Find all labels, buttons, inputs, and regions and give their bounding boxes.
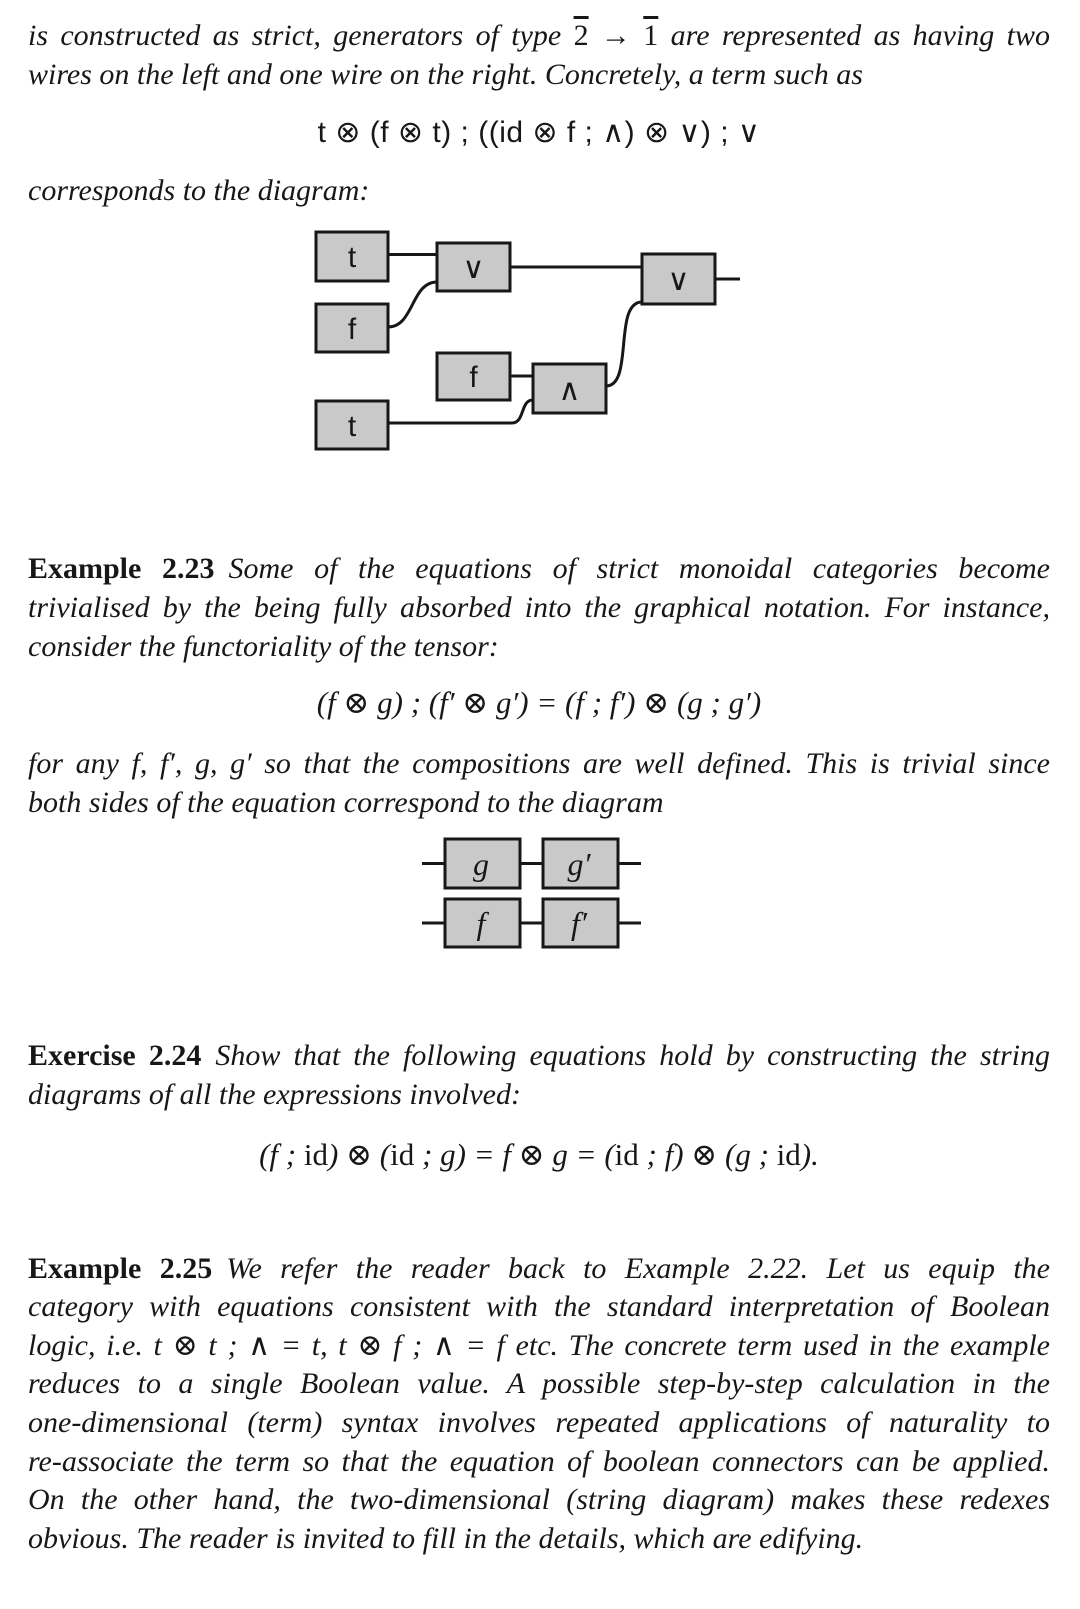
example-2-25-line-6: re-associate the term so that the equation of boolean connectors can be applied. — [28, 1445, 1050, 1478]
exercise-formula-part-4: ; f) ⊗ (g ; — [638, 1137, 777, 1172]
wire-and-to-or2 — [606, 302, 642, 386]
term-formula: t ⊗ (f ⊗ t) ; ((id ⊗ f ; ∧) ⊗ ∨) ; ∨ — [317, 116, 761, 149]
label-f2: f — [469, 361, 478, 394]
exercise-2-24-line-1 — [28, 1036, 1050, 1075]
example-2-23-line-3: consider the functoriality of the tensor: — [28, 630, 499, 663]
example-2-23-line-1-text: Some of the equations of strict monoidal categories become — [228, 552, 1050, 585]
arrow-symbol: → — [588, 19, 644, 52]
for-any-line-1: for any f, f′, g, g′ so that the compositions are well defined. This is trivial since — [28, 747, 1050, 780]
term-string-diagram — [300, 225, 760, 460]
label-t2: t — [347, 410, 357, 443]
label-f1: f — [347, 313, 357, 346]
corresponds-line: corresponds to the diagram: — [28, 174, 370, 207]
example-2-25-line-1-text: We refer the reader back to Example 2.22. Let us equip the — [226, 1252, 1050, 1285]
exercise-2-24-label: Exercise 2.24 — [28, 1039, 202, 1072]
intro-line-1-prefix: is constructed as strict, generators of type — [28, 19, 574, 52]
example-2-23-label: Example 2.23 — [28, 552, 215, 585]
example-2-25-line-8: obvious. The reader is invited to fill in the details, which are edifying. — [28, 1522, 864, 1555]
example-2-25-line-7: On the other hand, the two-dimensional (string diagram) makes these redexes — [28, 1483, 1050, 1516]
wire-f1-to-or1 — [388, 282, 437, 327]
label-g: g — [473, 846, 489, 882]
intro-line-2: wires on the left and one wire on the right. Concretely, a term such as — [28, 58, 863, 91]
boxes — [445, 839, 618, 947]
label-or1: ∨ — [462, 252, 485, 285]
intro-line-1-suffix: are represented as having two — [658, 19, 1050, 52]
id-1: id — [303, 1137, 328, 1172]
exercise-formula-part-2: ) ⊗ ( — [328, 1137, 391, 1172]
exercise-formula-part-3: ; g) = f ⊗ g = ( — [414, 1137, 615, 1172]
id-4: id — [776, 1137, 801, 1172]
example-2-25-line-2: category with equations consistent with the standard interpretation of Boolean — [28, 1290, 1050, 1323]
overline-one: 1 — [643, 19, 659, 52]
id-3: id — [614, 1137, 639, 1172]
box-labels — [348, 241, 690, 443]
functoriality-formula: (f ⊗ g) ; (f′ ⊗ g′) = (f ; f′) ⊗ (g ; g′) — [316, 685, 762, 720]
label-f-prime: f′ — [571, 905, 587, 941]
boxes — [316, 232, 715, 449]
example-2-25-line-1 — [28, 1249, 1050, 1288]
example-2-25-label: Example 2.25 — [28, 1252, 213, 1285]
wire-t2-to-and — [388, 400, 533, 423]
label-and: ∧ — [558, 374, 581, 407]
label-f: f — [476, 905, 486, 941]
label-or2: ∨ — [667, 264, 690, 297]
intro-line-1 — [28, 16, 1050, 55]
example-2-23-line-1 — [28, 549, 1050, 588]
exercise-formula-part-5: ). — [800, 1137, 819, 1172]
exercise-formula — [28, 1135, 1050, 1174]
example-2-25-line-5: one-dimensional (term) syntax involves repeated applications of naturality to — [28, 1406, 1050, 1439]
exercise-formula-part-1: (f ; — [259, 1137, 304, 1172]
functoriality-string-diagram — [415, 833, 645, 954]
overline-two: 2 — [573, 19, 589, 52]
exercise-2-24-line-2: diagrams of all the expressions involved: — [28, 1078, 521, 1111]
id-2: id — [390, 1137, 415, 1172]
example-2-25-line-4: reduces to a single Boolean value. A possible step-by-step calculation in the — [28, 1367, 1050, 1400]
example-2-25-line-3: logic, i.e. t ⊗ t ; ∧ = t, t ⊗ f ; ∧ = f etc. The concrete term used in the example — [28, 1329, 1050, 1362]
label-t1: t — [347, 241, 357, 274]
label-g-prime: g′ — [567, 846, 591, 882]
for-any-line-2: both sides of the equation correspond to the diagram — [28, 786, 664, 819]
example-2-23-line-2: trivialised by the being fully absorbed into the graphical notation. For instance, — [28, 591, 1050, 624]
exercise-2-24-line-1-text: Show that the following equations hold by constructing the string — [215, 1039, 1050, 1072]
